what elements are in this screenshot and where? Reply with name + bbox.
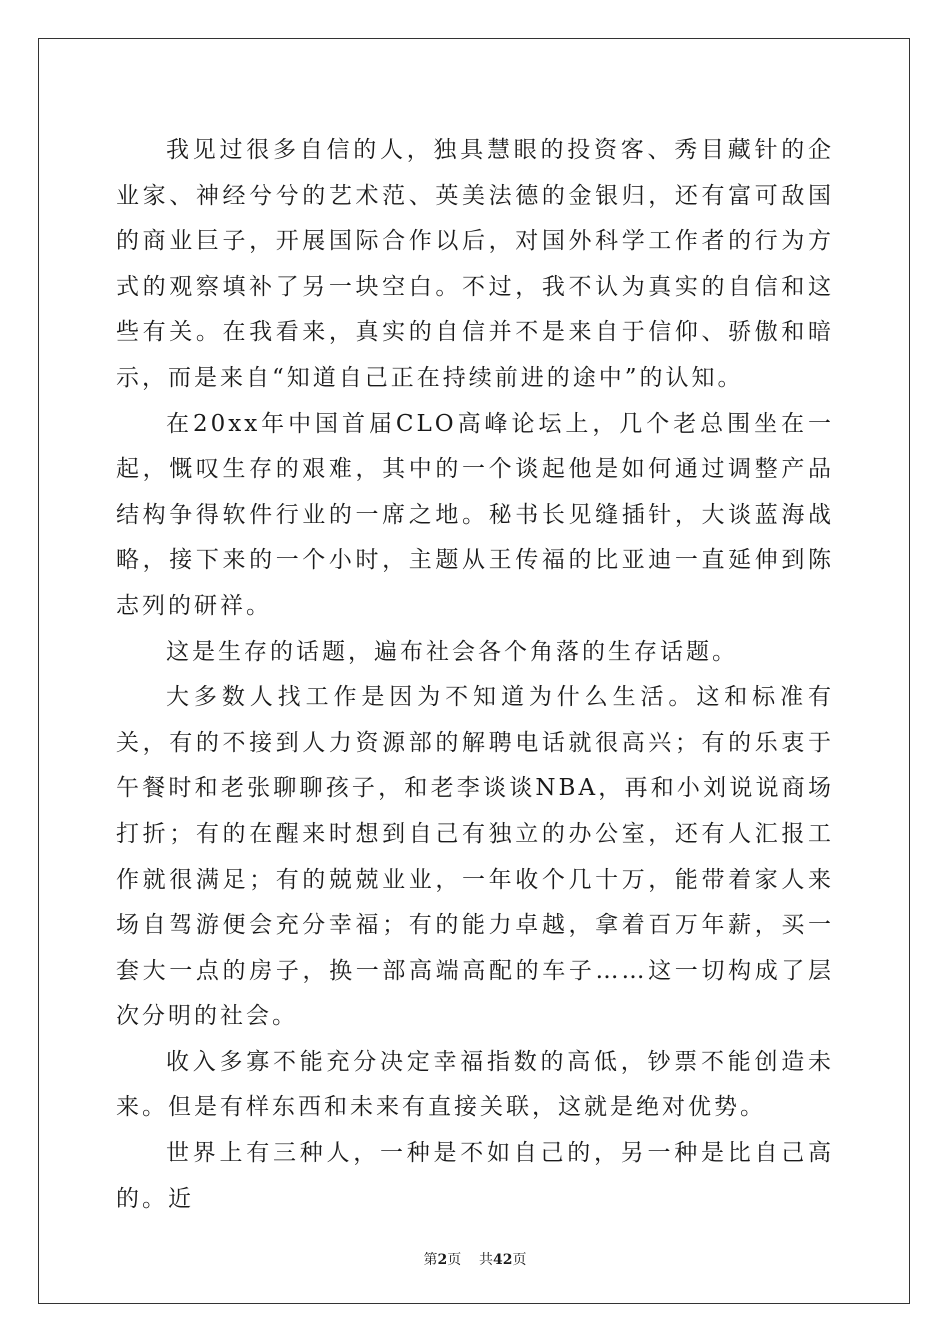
- paragraph-5: 收入多寡不能充分决定幸福指数的高低，钞票不能创造未来。但是有样东西和未来有直接关联，这就是绝对优势。: [116, 1048, 834, 1121]
- paragraph-2: 在20xx年中国首届CLO高峰论坛上，几个老总围坐在一起，慨叹生存的艰难，其中的一个谈起他是如何通过调整产品结构争得软件行业的一席之地。秘书长见缝插针，大谈蓝海战略，接下来的一个小时，主题从王传福的比亚迪一直延伸到陈志列的研祥。: [116, 410, 834, 619]
- paragraph-4: 大多数人找工作是因为不知道为什么生活。这和标准有关，有的不接到人力资源部的解聘电话就很高兴；有的乐衷于午餐时和老张聊聊孩子，和老李谈谈NBA，再和小刘说说商场打折；有的在醒来时想到自己有独立的办公室，还有人汇报工作就很满足；有的兢兢业业，一年收个几十万，能带着家人来场自驾游便会充分幸福；有的能力卓越，拿着百万年薪，买一套大一点的房子，换一部高端高配的车子……这一切构成了层次分明的社会。: [116, 684, 834, 1030]
- paragraph-3: 这是生存的话题，遍布社会各个角落的生存话题。: [166, 638, 738, 665]
- page-prefix: 第: [423, 1252, 438, 1268]
- page-suffix: 页: [447, 1252, 462, 1268]
- document-body: [116, 128, 834, 1222]
- footer-gap: [461, 1252, 479, 1268]
- total-page-count: 42: [493, 1252, 513, 1268]
- paragraph-6: 世界上有三种人，一种是不如自己的，另一种是比自己高的。近: [116, 1140, 834, 1212]
- current-page-number: 2: [437, 1252, 448, 1268]
- total-prefix: 共: [479, 1252, 494, 1268]
- total-suffix: 页: [512, 1252, 527, 1268]
- page-footer: [0, 1249, 950, 1269]
- paragraph-1: 我见过很多自信的人，独具慧眼的投资客、秀目藏针的企业家、神经兮兮的艺术范、英美法德的金银归，还有富可敌国的商业巨子，开展国际合作以后，对国外科学工作者的行为方式的观察填补了另一块空白。不过，我不认为真实的自信和这些有关。在我看来，真实的自信并不是来自于信仰、骄傲和暗示，而是来自“知道自己正在持续前进的途中”的认知。: [116, 137, 834, 391]
